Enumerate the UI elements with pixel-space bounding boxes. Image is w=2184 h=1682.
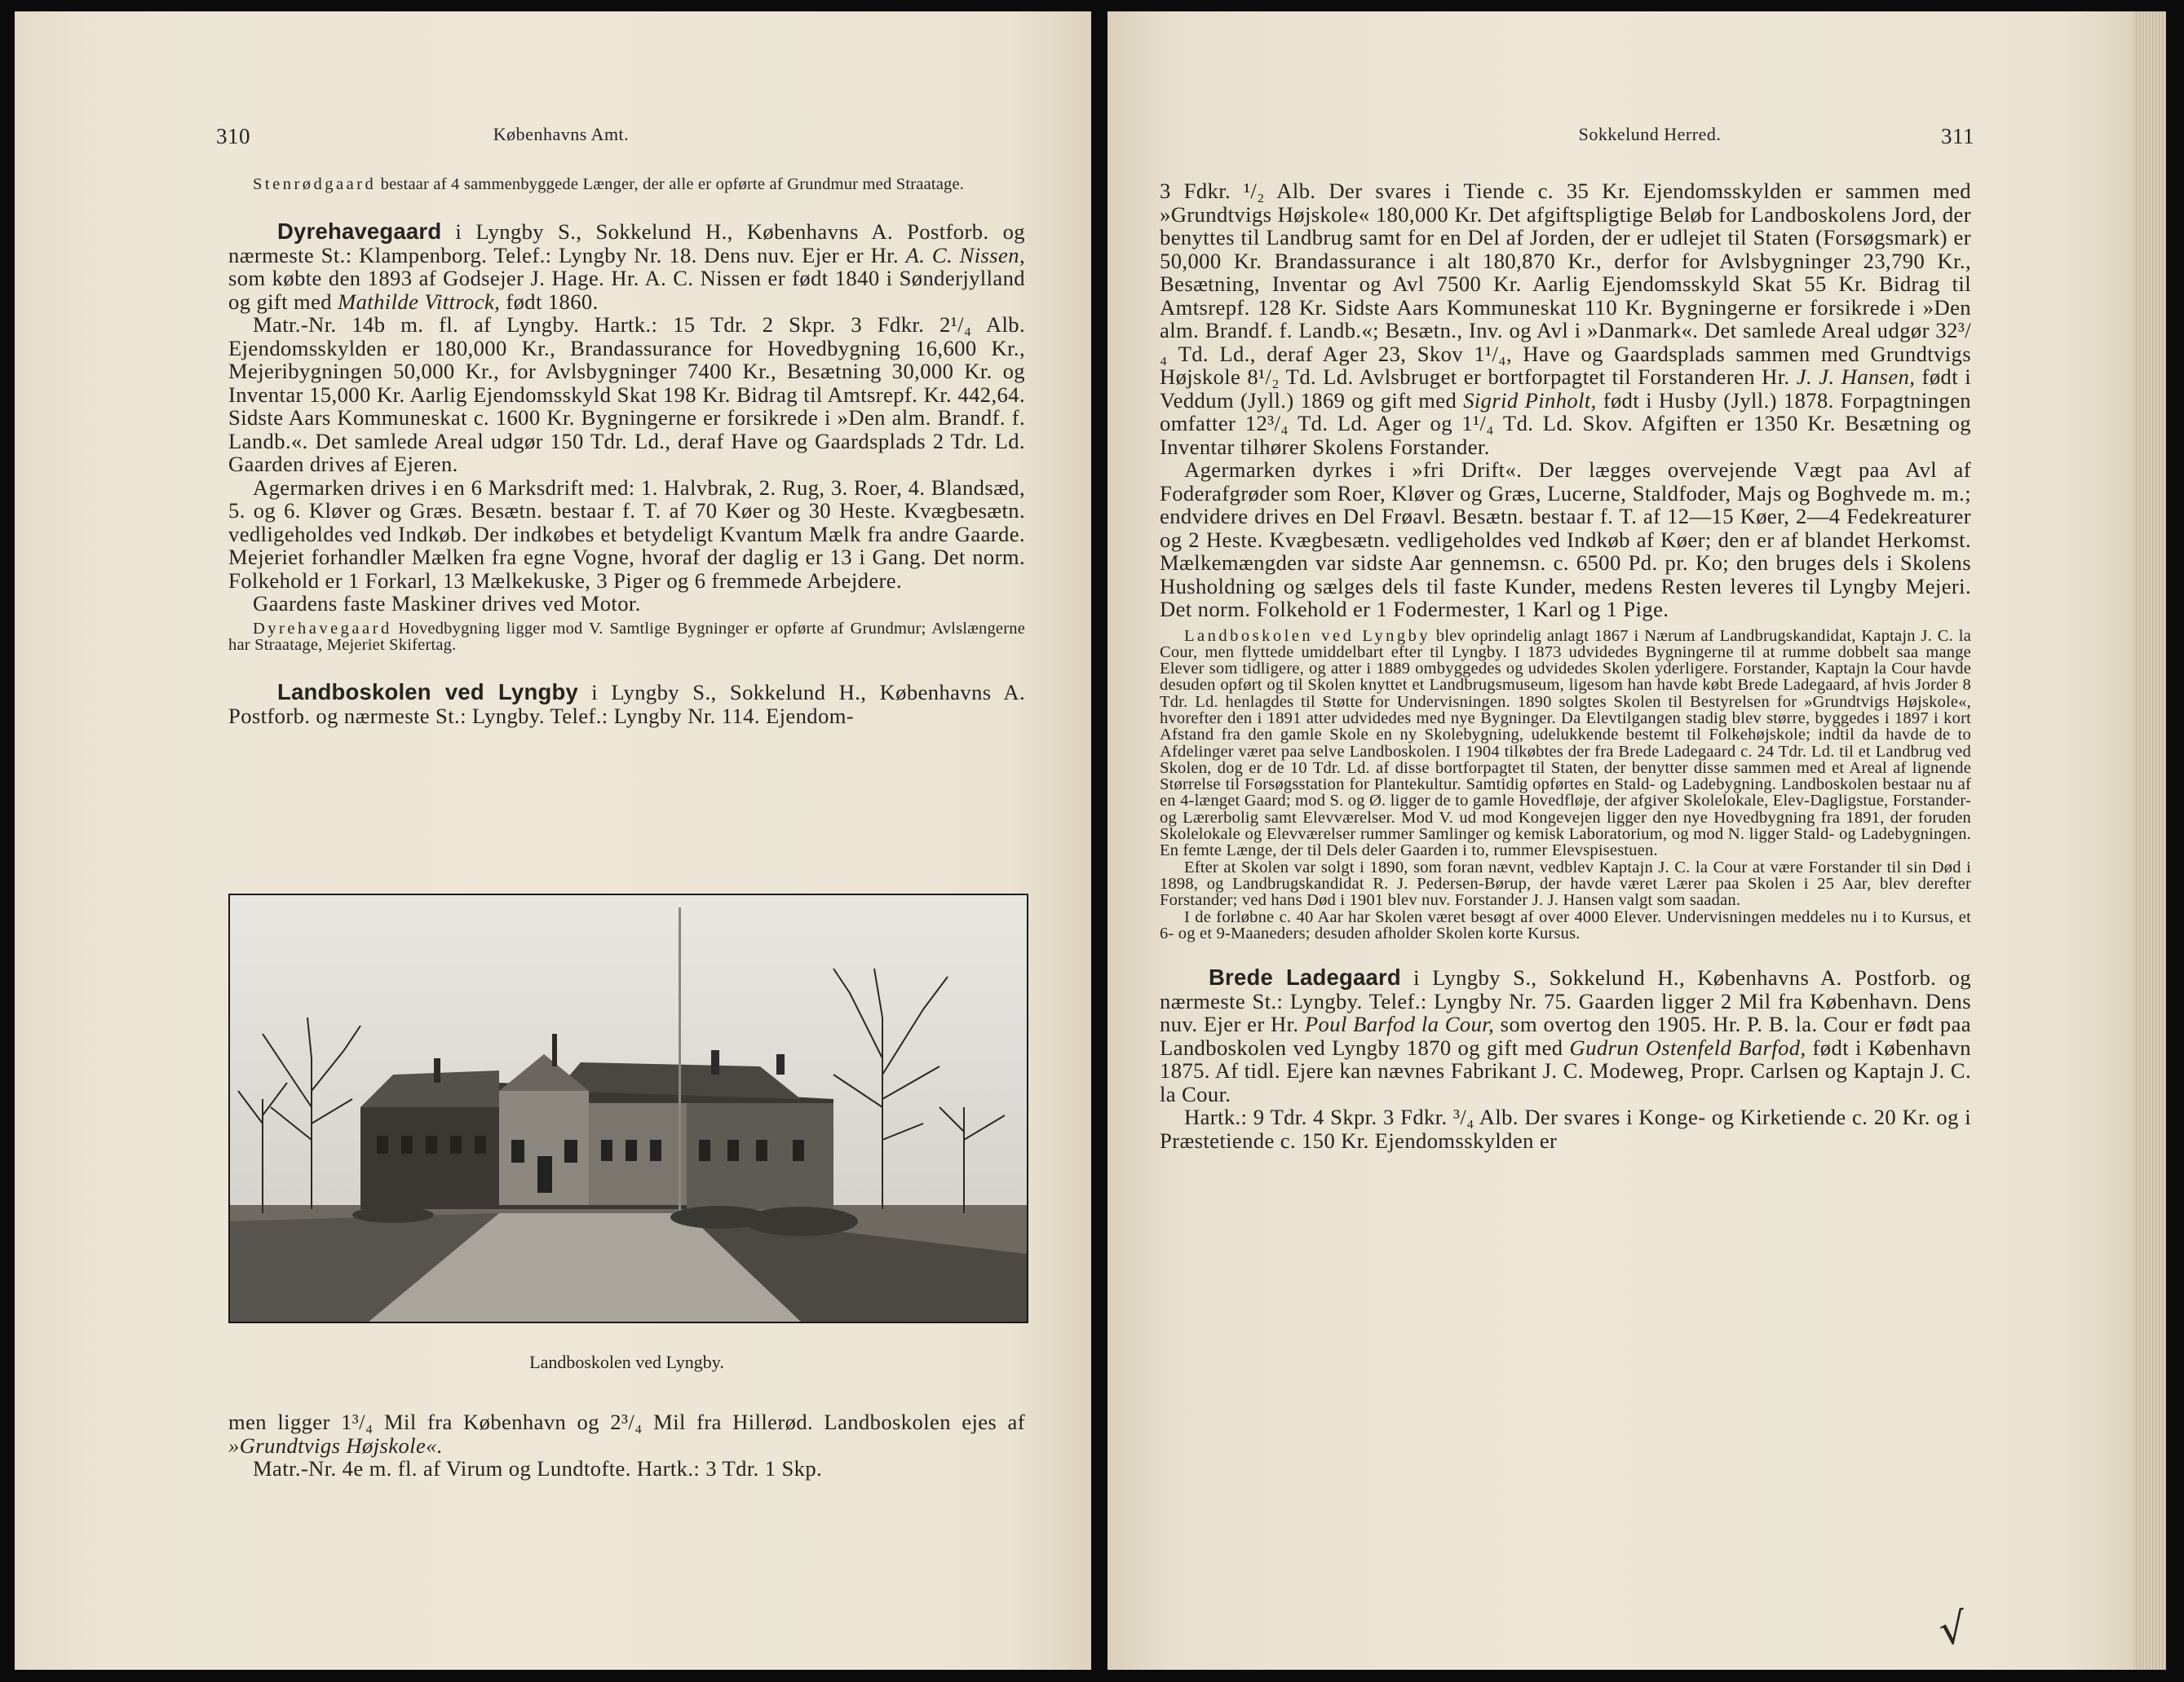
- right-text-column: [1160, 179, 1971, 1152]
- dyrehavegaard-agermarken: Agermarken drives i en 6 Marksdrift med: 1. Halvbrak, 2. Rug, 3. Roer, 4. Blandsæd, 5. og 6. Kløver og Græs. Besætn. bestaar f. T. af 70 Køer og 30 Heste. Kvægbesætn. vedligeholdes ved Indkøb. Der indkøbes et betydeligt Kvantum Mælk fra andre Gaarde. Mejeriet forhandler Mælken fra egne Vogne, hvoraf der daglig er 13 i Gang. Det norm. Folkehold er 1 Forkarl, 13 Mælkekuske, 3 Piger og 6 fremmede Arbejdere.: [228, 475, 1025, 593]
- landboskolen-photo: [228, 894, 1028, 1323]
- entry-heading: Dyrehavegaard: [277, 219, 442, 245]
- landboskolen-continued: men ligger 1³/₄ Mil fra København og 2³/₄ Mil fra Hillerød. Landboskolen ejes af »Grundtvigs Højskole«.: [228, 1410, 1025, 1458]
- entry-heading: Brede Ladegaard: [1209, 965, 1401, 991]
- brede-ladegaard-entry: Brede Ladegaard i Lyngby S., Sokkelund H., Københavns A. Postforb. og nærmeste St.: Lyngby. Telef.: Lyngby Nr. 75. Gaarden ligger 2 Mil fra København. Dens nuv. Ejer er Hr. Poul Barfod la Cour, som overtog den 1905. Hr. P. B. la. Cour er født paa Landboskolen ved Lyngby 1870 og gift med Gudrun Ostenfeld Barfod, født i København 1875. Af tidl. Ejere kan nævnes Fabrikant J. C. Modeweg, Propr. Carlsen og Kaptajn J. C. la Cour.: [1160, 965, 1971, 1106]
- dyrehavegaard-entry: Dyrehavegaard i Lyngby S., Sokkelund H., Københavns A. Postforb. og nærmeste St.: Klampenborg. Telef.: Lyngby Nr. 18. Dens nuv. Ejer er Hr. A. C. Nissen, som købte den 1893 af Godsejer J. Hage. Hr. A. C. Nissen er født 1840 i Sønderjylland og gift med Mathilde Vittrock, født 1860.: [228, 219, 1025, 314]
- right-page: [1107, 11, 2166, 1670]
- left-text-column: [228, 176, 1025, 727]
- dyrehavegaard-matr: Matr.-Nr. 14b m. fl. af Lyngby. Hartk.: 15 Tdr. 2 Skpr. 3 Fdkr. 2¹/₄ Alb. Ejendomsskylden er 180,000 Kr., Brandassurance for Hovedbygning 16,600 Kr., Mejeribygningen 50,000 Kr., for Avlsbygninger 7400 Kr., Besætning 30,000 Kr. og Inventar 15,000 Kr. Aarlig Ejendomsskyld Skat 198 Kr. Bidrag til Amtsrepf. Kr. 442,64. Sidste Aars Kommuneskat c. 1600 Kr. Bygningerne er forsikrede i »Den alm. Brandf. f. Landb.«. Det samlede Areal udgør 150 Tdr. Ld., deraf Have og Gaardsplads 2 Tdr. Ld. Gaarden drives af Ejeren.: [228, 312, 1025, 477]
- landboskolen-entry: Landboskolen ved Lyngby i Lyngby S., Sokkelund H., Københavns A. Postforb. og nærmeste St.: Lyngby. Telef.: Lyngby Nr. 114. Ejendom-: [228, 679, 1025, 728]
- landboskolen-details: 3 Fdkr. ¹/₂ Alb. Der svares i Tiende c. 35 Kr. Ejendomsskylden er sammen med »Grundtvigs Højskole« 180,000 Kr. Det afgiftspligtige Beløb for Landboskolens Jord, der benyttes til Landbrug samt for en Del af Jorden, der er udlejet til Staten (Forsøgsmark) er 50,000 Kr. Brandassurance i alt 180,870 Kr., derfor for Avlsbygninger 23,790 Kr., Besætning, Inventar og Avl 7500 Kr. Aarlig Ejendomsskyld Skat 55 Kr. Bidrag til Amtsrepf. 128 Kr. Sidste Aars Kommuneskat 110 Kr. Bygningerne er forsikrede i »Den alm. Brandf. f. Landb.«; Besætn., Inv. og Avl i »Danmark«. Det samlede Areal udgør 32³/₄ Td. Ld., deraf Ager 23, Skov 1¹/₄, Have og Gaardsplads sammen med Grundtvigs Højskole 8¹/₂ Td. Ld. Avlsbruget er bortforpagtet til Forstanderen Hr. J. J. Hansen, født i Veddum (Jyll.) 1869 og gift med Sigrid Pinholt, født i Husby (Jyll.) 1878. Forpagtningen omfatter 12³/₄ Td. Ld. Ager og 1¹/₄ Td. Ld. Skov. Afgiften er 1350 Kr. Besætning og Inventar tilhører Skolens Forstander.: [1160, 179, 1971, 459]
- landboskolen-elever-note: I de forløbne c. 40 Aar har Skolen været besøgt af over 4000 Elever. Undervisningen meddeles nu i to Kursus, et 6- og et 9-Maaneders; desuden afholder Skolen korte Kursus.: [1160, 907, 1971, 943]
- stenrodgaard-note: Stenrødgaard bestaar af 4 sammenbyggede Længer, der alle er opførte af Grundmur med Straatage.: [253, 175, 965, 193]
- brede-ladegaard-hartk: Hartk.: 9 Tdr. 4 Skpr. 3 Fdkr. ³/₄ Alb. Der svares i Konge- og Kirketiende c. 20 Kr. og i Præstetiende c. 150 Kr. Ejendomsskylden er: [1160, 1105, 1971, 1153]
- photo-caption: Landboskolen ved Lyngby.: [529, 1352, 724, 1372]
- margin-checkmark: √: [1935, 1603, 1970, 1657]
- running-head: Sokkelund Herred.: [1578, 124, 1722, 144]
- page-number: 310: [216, 124, 250, 148]
- landboskolen-matr: Matr.-Nr. 4e m. fl. af Virum og Lundtofte. Hartk.: 3 Tdr. 1 Skp.: [253, 1456, 823, 1481]
- landboskolen-history: Landboskolen ved Lyngby blev oprindelig anlagt 1867 i Nærum af Landbrugskandidat, Kaptajn J. C. la Cour, men flyttede umiddelbart efter til Lyngby. I 1873 udvidedes Bygningerne til at rumme dobbelt saa mange Elever som tidligere, og atter i 1889 ombyggedes og udvidedes Skolen yderligere. Forstander, Kaptajn la Cour havde desuden opført og til Skolen knyttet et Landbrugsmuseum, ligesom han havde købt Brede Ladegaard, af hvis Jorder 8 Tdr. Ld. henlagdes til Støtte for Undervisningen. 1890 solgtes Skolen til Bestyrelsen for »Grundtvigs Højskole«, hvorefter den i 1891 atter udvidedes med nye Bygninger. Da Elevtilgangen stadig blev større, byggedes i 1897 i kort Afstand fra den gamle Skole en ny Skolebygning, udelukkende bestemt til Folkehøjskole; indtil da havde de to Afdelinger været paa selve Landboskolen. I 1904 tilkøbtes der fra Brede Ladegaard c. 24 Tdr. Ld. til et Landbrug ved Skolen, dog er de 10 Tdr. Ld. af disse bortforpagtet til Staten, der benytter disse sammen med et Areal af lignende Størrelse til Forsøgsstation for Plantekultur. Samtidig opførtes en Stald- og Ladebygning. Landboskolen bestaar nu af en 4-længet Gaard; mod S. og Ø. ligger de to gamle Hovedfløje, der afgiver Skolelokale, Elev-Dagligstue, Forstander- og Lærerbolig samt Elevværelser. Mod V. ud mod Kongevejen ligger den nye Hovedbygning fra 1891, der foruden Skolelokale og Elevværelser rummer Samlinger og kemisk Laboratorium, og mod N. ligger Stald- og Ladebygningen. En femte Længe, der til Dels deler Gaarden i to, rummer Elevspisestuen.: [1160, 626, 1971, 860]
- left-text-continued: [228, 1410, 1025, 1481]
- landboskolen-agermarken: Agermarken dyrkes i »fri Drift«. Der lægges overvejende Vægt paa Avl af Foderafgrøder som Roer, Kløver og Græs, Lucerne, Staldfoder, Majs og Boghvede m. m.; endvidere drives en Del Frøavl. Besætn. bestaar f. T. af 12—15 Køer, 2—4 Fedekreaturer og 2 Heste. Kvægbesætn. vedligeholdes ved Indkøb af Køer; den er af blandet Herkomst. Mælkemængden var sidste Aar gennemsn. c. 6500 Pd. pr. Ko; den bruges dels i Skolens Husholdning og sælges dels til faste Kunder, medens Resten leveres til Lyngby Mejeri. Det norm. Folkehold er 1 Fodermester, 1 Karl og 1 Pige.: [1160, 457, 1971, 621]
- page-edge: [2133, 11, 2166, 1670]
- entry-heading: Landboskolen ved Lyngby: [277, 679, 578, 705]
- running-head: Københavns Amt.: [493, 124, 630, 144]
- dyrehavegaard-note: Dyrehavegaard Hovedbygning ligger mod V. Samtlige Bygninger er opførte af Grundmur; Avlslængerne har Straatage, Mejeriet Skifertag.: [228, 619, 1025, 655]
- page-number: 311: [1941, 124, 1974, 148]
- left-page: [15, 11, 1091, 1670]
- landboskolen-forstander-note: Efter at Skolen var solgt i 1890, som foran nævnt, vedblev Kaptajn J. C. la Cour at være Forstander til sin Død i 1898, og Landbrugskandidat R. J. Pedersen-Børup, der havde været Lærer paa Skolen i 25 Aar, blev derefter Forstander; ved hans Død i 1901 blev nuv. Forstander J. J. Hansen valgt som saadan.: [1160, 858, 1971, 910]
- dyrehavegaard-maskiner: Gaardens faste Maskiner drives ved Motor.: [253, 591, 641, 616]
